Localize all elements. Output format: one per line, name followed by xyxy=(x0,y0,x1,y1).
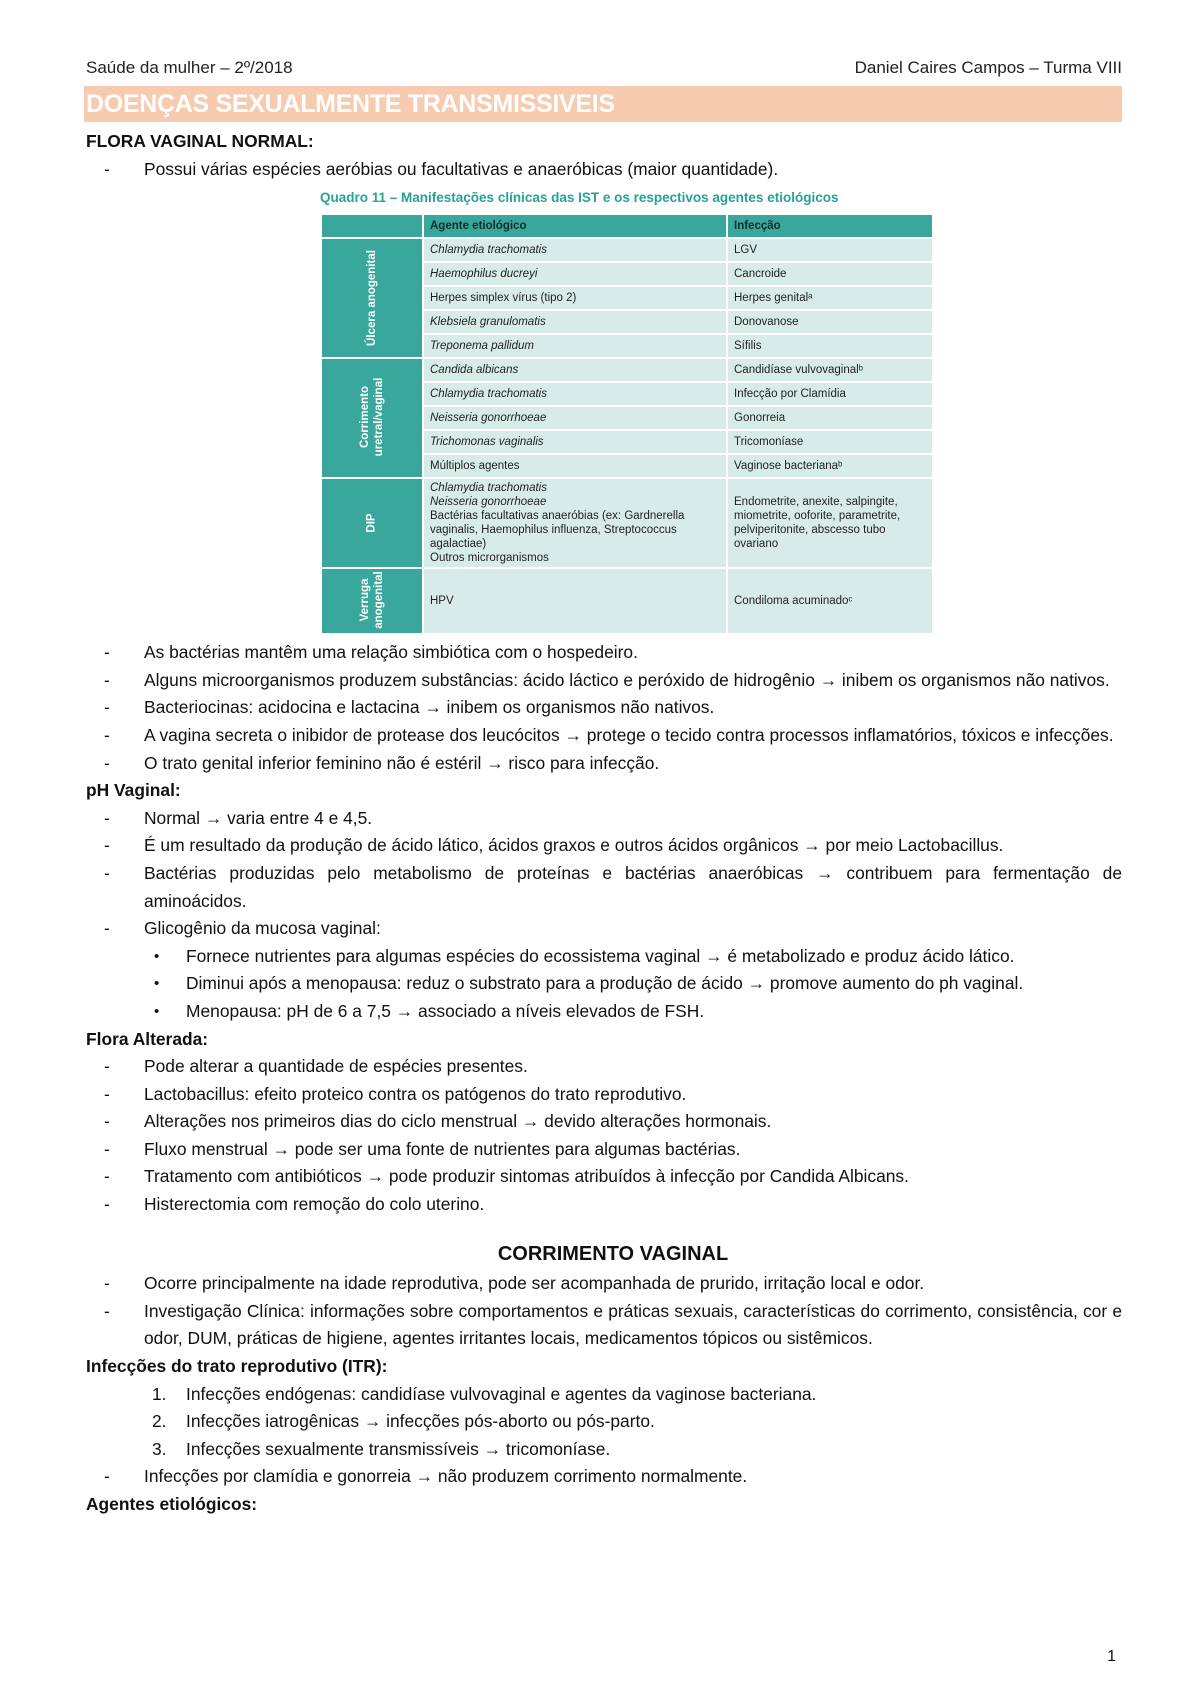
list-item xyxy=(86,1163,1122,1191)
infection-cell: Endometrite, anexite, salpingite, miometrite, ooforite, parametrite, pelviperitonite, abscesso tubo ovariano xyxy=(727,478,933,568)
list-item xyxy=(86,1136,1122,1164)
table-row xyxy=(321,358,933,382)
agent-line: Chlamydia trachomatis xyxy=(430,482,547,495)
dash-marker: - xyxy=(104,697,110,718)
bullet-item xyxy=(86,970,1122,998)
dash-marker: - xyxy=(104,835,110,856)
list-item-text: Normal → varia entre 4 e 4,5. xyxy=(144,807,373,828)
dash-marker: - xyxy=(104,669,110,690)
agent-cell-multi xyxy=(423,478,727,568)
dash-marker: - xyxy=(104,1083,110,1104)
list-item-text: Alterações nos primeiros dias do ciclo menstrual → devido alterações hormonais. xyxy=(144,1111,772,1132)
group-label-ulcera xyxy=(321,238,423,358)
heading-flora-normal: FLORA VAGINAL NORMAL: xyxy=(86,131,314,151)
list-item-text: Fluxo menstrual → pode ser uma fonte de nutrientes para algumas bactérias. xyxy=(144,1138,741,1159)
agent-cell: Treponema pallidum xyxy=(423,334,727,358)
group-label-text: Verruga anogenital xyxy=(359,571,385,629)
list-item xyxy=(86,750,1122,778)
group-label-text: Corrimento uretral/vaginal xyxy=(359,377,385,457)
dash-marker: - xyxy=(104,918,110,939)
dash-marker: - xyxy=(104,642,110,663)
agent-cell: Neisseria gonorrhoeae xyxy=(423,406,727,430)
group-label-corrimento xyxy=(321,358,423,478)
title-band xyxy=(84,86,1122,122)
dash-marker: - xyxy=(104,1138,110,1159)
dash-marker: - xyxy=(104,862,110,883)
list-item xyxy=(86,667,1122,695)
group-label-verruga xyxy=(321,568,423,634)
agent-line: Neisseria gonorrhoeae xyxy=(430,496,547,509)
bullet-item-text: Diminui após a menopausa: reduz o substrato para a produção de ácido → promove aumento do ph vaginal. xyxy=(186,973,1024,994)
bullet-marker: • xyxy=(154,1002,160,1020)
list-item xyxy=(86,1270,1122,1298)
dash-marker: - xyxy=(104,1466,110,1487)
number-marker: 2. xyxy=(152,1411,167,1432)
number-marker: 3. xyxy=(152,1438,167,1459)
table-row xyxy=(321,478,933,568)
agent-cell: Chlamydia trachomatis xyxy=(423,382,727,406)
bullet-marker: • xyxy=(154,947,160,965)
bullet-item-text: Fornece nutrientes para algumas espécies do ecossistema vaginal → é metabolizado e produz ácido lático. xyxy=(186,945,1015,966)
agent-cell: Chlamydia trachomatis xyxy=(423,238,727,262)
page-title: DOENÇAS SEXUALMENTE TRANSMISSIVEIS xyxy=(86,90,615,118)
list-item-text: Possui várias espécies aeróbias ou facultativas e anaeróbicas (maior quantidade). xyxy=(144,158,779,179)
header-left: Saúde da mulher – 2º/2018 xyxy=(86,58,293,77)
agent-cell: Klebsiela granulomatis xyxy=(423,310,727,334)
group-label-dip xyxy=(321,478,423,568)
numbered-item-text: Infecções sexualmente transmissíveis → tricomoníase. xyxy=(186,1438,611,1459)
bullet-marker: • xyxy=(154,975,160,993)
list-item xyxy=(86,1081,1122,1109)
list-item xyxy=(86,694,1122,722)
dash-marker: - xyxy=(104,1194,110,1215)
infection-cell: Infecção por Clamídia xyxy=(727,382,933,406)
table-row xyxy=(321,238,933,262)
dash-marker: - xyxy=(104,1300,110,1321)
list-item-text: O trato genital inferior feminino não é estéril → risco para infecção. xyxy=(144,752,660,773)
page-number: 1 xyxy=(1107,1648,1116,1665)
list-item-text: Histerectomia com remoção do colo uterino. xyxy=(144,1194,485,1215)
agent-cell: Trichomonas vaginalis xyxy=(423,430,727,454)
table-figure xyxy=(320,189,934,635)
agent-line: Bactérias facultativas anaeróbias (ex: Gardnerella vaginalis, Haemophilus influenza, Streptococcus agalactiae) xyxy=(430,510,685,551)
header-right: Daniel Caires Campos – Turma VIII xyxy=(854,58,1122,77)
numbered-item xyxy=(86,1436,1122,1464)
dash-marker: - xyxy=(104,724,110,745)
list-item xyxy=(86,722,1122,750)
list-item-text: Lactobacillus: efeito proteico contra os patógenos do trato reprodutivo. xyxy=(144,1083,687,1104)
list-item-text: Glicogênio da mucosa vaginal: xyxy=(144,918,381,939)
list-item-text: Alguns microorganismos produzem substâncias: ácido láctico e peróxido de hidrogênio → inibem os organismos não nativos. xyxy=(144,669,1110,690)
agent-cell: Múltiplos agentes xyxy=(423,454,727,478)
col-header-agent: Agente etiológico xyxy=(423,214,727,238)
list-item-text: Investigação Clínica: informações sobre comportamentos e práticas sexuais, características do corrimento, consistência, cor e odor, DUM, práticas de higiene, agentes irritantes locais, medicamentos tópicos ou sistêmicos. xyxy=(144,1300,1122,1349)
heading-agentes: Agentes etiológicos: xyxy=(86,1494,258,1514)
agent-cell: Herpes simplex vírus (tipo 2) xyxy=(423,286,727,310)
infection-cell: Cancroide xyxy=(727,262,933,286)
numbered-item-text: Infecções iatrogênicas → infecções pós-aborto ou pós-parto. xyxy=(186,1411,655,1432)
list-item-text: Ocorre principalmente na idade reprodutiva, pode ser acompanhada de prurido, irritação local e odor. xyxy=(144,1273,925,1294)
heading-itr: Infecções do trato reprodutivo (ITR): xyxy=(86,1356,388,1377)
dash-marker: - xyxy=(104,1111,110,1132)
group-label-text: DIP xyxy=(365,513,378,533)
list-item xyxy=(86,156,1122,184)
dash-marker: - xyxy=(104,752,110,773)
list-item xyxy=(86,639,1122,667)
list-item xyxy=(86,860,1122,915)
bullet-item-text: Menopausa: pH de 6 a 7,5 → associado a níveis elevados de FSH. xyxy=(186,1000,705,1021)
infection-cell: Vaginose bacterianaᵇ xyxy=(727,454,933,478)
number-marker: 1. xyxy=(152,1383,167,1404)
numbered-item xyxy=(86,1381,1122,1409)
list-item xyxy=(86,832,1122,860)
col-header-infection: Infecção xyxy=(727,214,933,238)
list-item-text: A vagina secreta o inibidor de protease dos leucócitos → protege o tecido contra processos inflamatórios, tóxicos e infecções. xyxy=(144,724,1114,745)
list-item-text: Infecções por clamídia e gonorreia → não produzem corrimento normalmente. xyxy=(144,1466,748,1487)
heading-ph-vaginal: pH Vaginal: xyxy=(86,780,181,801)
infection-cell: Gonorreia xyxy=(727,406,933,430)
list-item-text: Bacteriocinas: acidocina e lactacina → inibem os organismos não nativos. xyxy=(144,697,715,718)
agent-cell: HPV xyxy=(423,568,727,634)
bullet-item xyxy=(86,943,1122,971)
list-item xyxy=(86,1463,1122,1491)
list-item xyxy=(86,1053,1122,1081)
list-item xyxy=(86,1191,1122,1219)
document-body xyxy=(86,128,1122,1519)
table-corner xyxy=(321,214,423,238)
heading-flora-alterada: Flora Alterada: xyxy=(86,1028,209,1049)
numbered-item xyxy=(86,1408,1122,1436)
infection-cell: Condiloma acuminadoᶜ xyxy=(727,568,933,634)
list-item-text: As bactérias mantêm uma relação simbiótica com o hospedeiro. xyxy=(144,642,638,663)
agent-cell: Candida albicans xyxy=(423,358,727,382)
numbered-item-text: Infecções endógenas: candidíase vulvovaginal e agentes da vaginose bacteriana. xyxy=(186,1383,817,1404)
ist-table xyxy=(320,213,934,635)
agent-line: Outros microrganismos xyxy=(430,552,549,565)
table-row xyxy=(321,568,933,634)
infection-cell: LGV xyxy=(727,238,933,262)
heading-corrimento-vaginal: CORRIMENTO VAGINAL xyxy=(497,1242,729,1265)
infection-cell: Tricomoníase xyxy=(727,430,933,454)
dash-marker: - xyxy=(104,1056,110,1077)
infection-cell: Herpes genitalᵃ xyxy=(727,286,933,310)
list-item-text: Pode alterar a quantidade de espécies presentes. xyxy=(144,1056,528,1077)
list-item xyxy=(86,1298,1122,1353)
group-label-text: Úlcera anogenital xyxy=(366,250,378,347)
list-item-text: É um resultado da produção de ácido lático, ácidos graxos e outros ácidos orgânicos → por meio Lactobacillus. xyxy=(144,835,1004,856)
infection-cell: Candidíase vulvovaginalᵇ xyxy=(727,358,933,382)
dash-marker: - xyxy=(104,1166,110,1187)
infection-cell: Donovanose xyxy=(727,310,933,334)
agent-cell: Haemophilus ducreyi xyxy=(423,262,727,286)
dash-marker: - xyxy=(104,1273,110,1294)
list-item-text: Tratamento com antibióticos → pode produzir sintomas atribuídos à infecção por Candida Albicans. xyxy=(144,1166,909,1187)
dash-marker: - xyxy=(104,158,110,179)
table-title: Quadro 11 – Manifestações clínicas das IST e os respectivos agentes etiológicos xyxy=(320,190,839,206)
bullet-item xyxy=(86,998,1122,1026)
list-item xyxy=(86,805,1122,833)
list-item xyxy=(86,915,1122,943)
infection-cell: Sífilis xyxy=(727,334,933,358)
dash-marker: - xyxy=(104,807,110,828)
list-item xyxy=(86,1108,1122,1136)
list-item-text: Bactérias produzidas pelo metabolismo de proteínas e bactérias anaeróbicas → contribuem para fermentação de aminoácidos. xyxy=(144,862,1122,911)
